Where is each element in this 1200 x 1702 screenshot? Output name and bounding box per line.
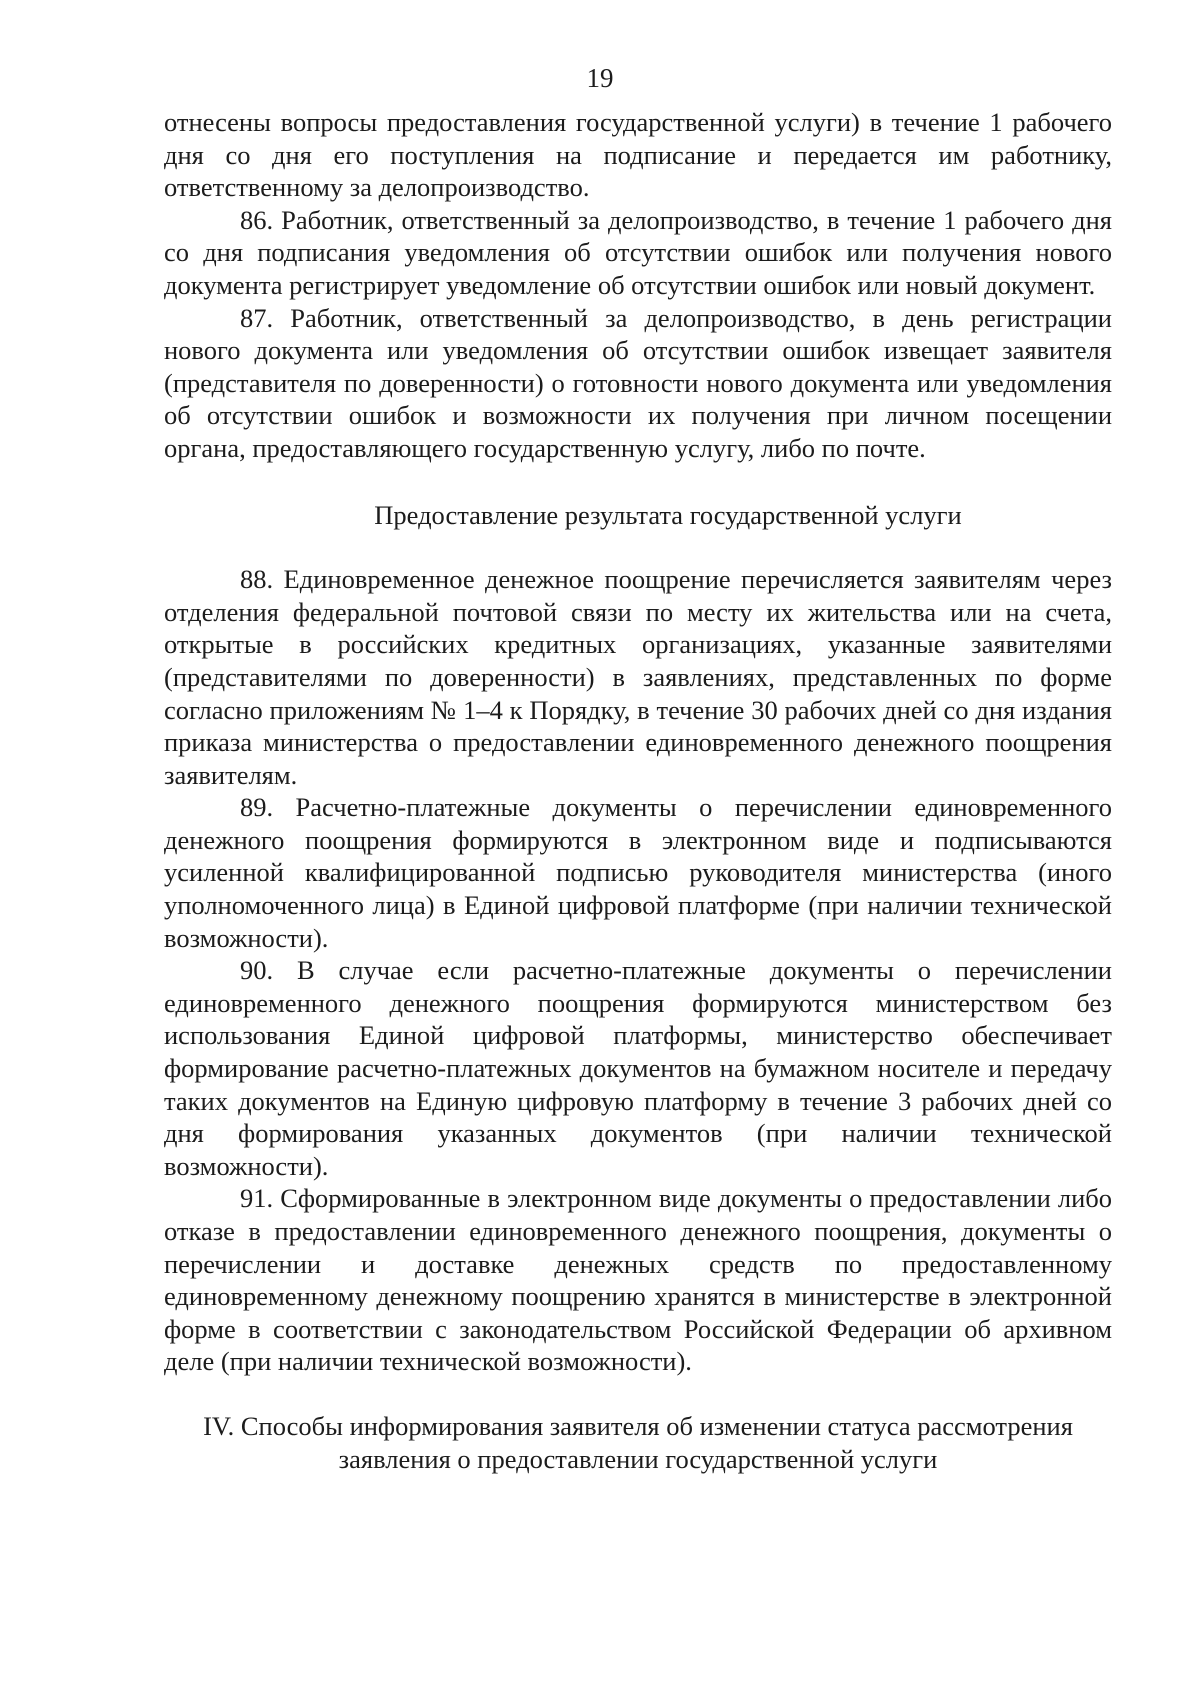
section-heading-result: Предоставление результата государственной услуги <box>374 499 962 530</box>
paragraph-86: 86. Работник, ответственный за делопроизводство, в течение 1 рабочего дня со дня подписания уведомления об отсутствии ошибок или получения нового документа регистрирует уведомление об отсутствии ошибок или новый документ. <box>164 204 1112 300</box>
section-heading-iv-line2: заявления о предоставлении государственной услуги <box>338 1443 938 1474</box>
section-heading-iv <box>164 1410 1112 1475</box>
page-number: 19 <box>586 63 614 93</box>
paragraph-91: 91. Сформированные в электронном виде документы о предоставлении либо отказе в предоставлении единовременного денежного поощрения, документы о перечислении и доставке денежных средств по предоставленному единовременному денежному поощрению хранятся в министерстве в электронной форме в соответствии с законодательством Российской Федерации об архивном деле (при наличии технической возможности). <box>164 1183 1112 1377</box>
section-heading-iv-line1: IV. Способы информирования заявителя об изменении статуса рассмотрения <box>203 1410 1073 1441</box>
paragraph-88: 88. Единовременное денежное поощрение перечисляется заявителям через отделения федеральной почтовой связи по месту их жительства или на счета, открытые в российских кредитных организациях, указанные заявителями (представителями по доверенности) в заявлениях, представленных по форме согласно приложениям № 1–4 к Порядку, в течение 30 рабочих дней со дня издания приказа министерства о предоставлении единовременного денежного поощрения заявителям. <box>164 564 1112 790</box>
paragraph-87: 87. Работник, ответственный за делопроизводство, в день регистрации нового документа или уведомления об отсутствии ошибок извещает заявителя (представителя по доверенности) о готовности нового документа или уведомления об отсутствии ошибок и возможности их получения при личном посещении органа, предоставляющего государственную услугу, либо по почте. <box>164 302 1112 463</box>
paragraph-89: 89. Расчетно-платежные документы о перечислении единовременного денежного поощрения формируются в электронном виде и подписываются усиленной квалифицированной подписью руководителя министерства (иного уполномоченного лица) в Единой цифровой платформе (при наличии технической возможности). <box>164 792 1112 953</box>
paragraph-continuation: отнесены вопросы предоставления государственной услуги) в течение 1 рабочего дня со дня его поступления на подписание и передается им работнику, ответственному за делопроизводство. <box>164 107 1112 203</box>
document-body <box>164 106 1112 1475</box>
paragraph-90: 90. В случае если расчетно-платежные документы о перечислении единовременного денежного поощрения формируются министерством без использования Единой цифровой платформы, министерство обеспечивает формирование расчетно-платежных документов на бумажном носителе и передачу таких документов на Единую цифровую платформу в течение 3 рабочих дней со дня формирования указанных документов (при наличии технической возможности). <box>164 955 1112 1181</box>
